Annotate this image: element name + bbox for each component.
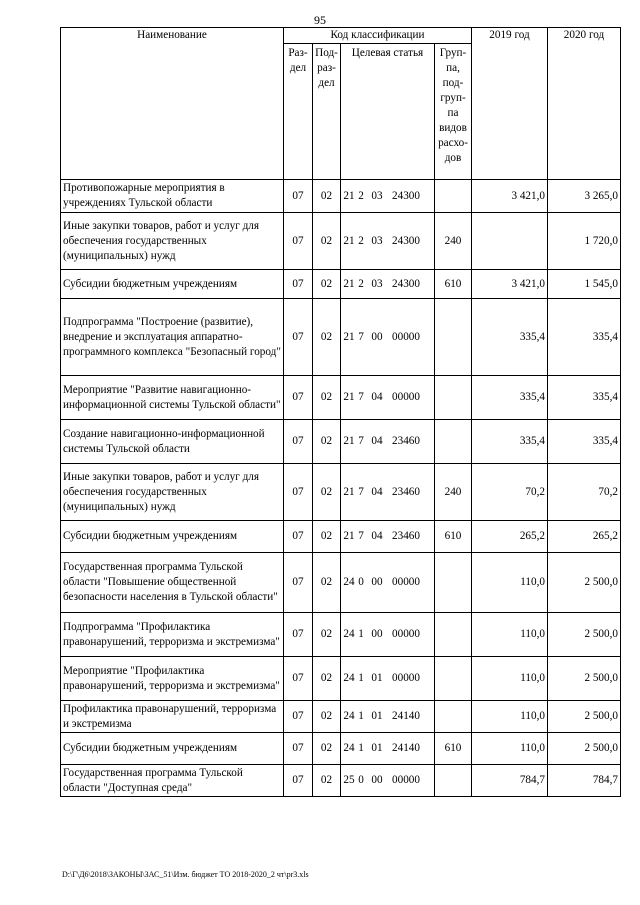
target-part-2: 2 [358,189,364,202]
row-2019: 335,4 [472,376,548,420]
row-target [341,657,435,701]
row-name: Иные закупки товаров, работ и услуг для обеспечения государственных (муниципальных) нужд [61,464,284,521]
row-2019: 335,4 [472,299,548,376]
row-razdel: 07 [284,213,313,270]
row-2020: 335,4 [548,299,621,376]
row-2020: 70,2 [548,464,621,521]
row-group [435,701,472,733]
budget-table [60,27,621,797]
target-part-1: 21 [343,391,355,403]
table-row [61,213,621,270]
row-podrazdel: 02 [313,521,341,553]
row-podrazdel: 02 [313,299,341,376]
target-part-3: 04 [371,485,383,498]
header-razdel: Раз-дел [284,44,313,180]
row-group [435,657,472,701]
row-2020: 2 500,0 [548,613,621,657]
row-podrazdel: 02 [313,613,341,657]
target-part-1: 21 [343,435,355,447]
target-part-1: 24 [343,742,355,754]
file-path-footer: D:\Г\Д6\2018\ЗАКОНЫ\ЗАС_51\Изм. бюджет ТО 2018-2020_2 чт\pr3.xls [62,870,309,879]
header-name: Наименование [61,28,284,180]
row-podrazdel: 02 [313,420,341,464]
row-2020: 265,2 [548,521,621,553]
target-part-1: 25 [343,774,355,786]
row-podrazdel: 02 [313,464,341,521]
target-part-3: 01 [371,742,383,754]
row-2019: 110,0 [472,657,548,701]
target-part-1: 24 [343,672,355,684]
row-2019: 70,2 [472,464,548,521]
target-part-3: 04 [371,435,383,447]
row-razdel: 07 [284,701,313,733]
row-2019: 265,2 [472,521,548,553]
row-target [341,180,435,213]
target-part-4: 00000 [392,672,420,684]
row-razdel: 07 [284,464,313,521]
target-part-2: 1 [358,628,364,640]
target-part-3: 00 [371,628,383,640]
row-podrazdel: 02 [313,376,341,420]
row-name: Государственная программа Тульской области "Доступная среда" [61,765,284,797]
target-part-4: 24300 [392,234,420,247]
row-group: 610 [435,270,472,299]
header-podrazdel: Под-раз-дел [313,44,341,180]
target-part-4: 24140 [392,710,420,722]
row-group [435,376,472,420]
target-part-2: 2 [358,234,364,247]
target-part-4: 00000 [392,330,420,343]
row-2019 [472,213,548,270]
row-target [341,733,435,765]
page-number: 95 [314,13,326,27]
target-part-4: 23460 [392,485,420,498]
row-2019: 110,0 [472,733,548,765]
row-group [435,553,472,613]
table-row [61,553,621,613]
row-2020: 2 500,0 [548,657,621,701]
table-row [61,299,621,376]
row-target [341,270,435,299]
row-podrazdel: 02 [313,180,341,213]
header-group: Груп-па, под-груп-па видов расхо-дов [435,44,472,180]
row-podrazdel: 02 [313,701,341,733]
target-part-4: 23460 [392,435,420,447]
row-name: Субсидии бюджетным учреждениям [61,270,284,299]
row-group [435,180,472,213]
row-target [341,464,435,521]
target-part-4: 00000 [392,628,420,640]
row-target [341,376,435,420]
target-part-3: 03 [371,277,383,290]
target-part-1: 21 [343,277,355,290]
row-2019: 784,7 [472,765,548,797]
row-group: 240 [435,464,472,521]
row-target [341,701,435,733]
row-name: Профилактика правонарушений, терроризма и экстремизма [61,701,284,733]
target-part-2: 1 [358,672,364,684]
row-target [341,613,435,657]
target-part-4: 23460 [392,530,420,542]
row-name: Подпрограмма "Профилактика правонарушений, терроризма и экстремизма" [61,613,284,657]
row-podrazdel: 02 [313,270,341,299]
table-row [61,270,621,299]
target-part-1: 21 [343,234,355,247]
target-part-2: 1 [358,742,364,754]
row-name: Подпрограмма "Построение (развитие), внедрение и эксплуатация аппаратно-программного комплекса "Безопасный город" [61,299,284,376]
target-part-3: 00 [371,576,383,588]
row-group [435,613,472,657]
row-razdel: 07 [284,553,313,613]
table-row [61,521,621,553]
target-part-4: 00000 [392,576,420,588]
target-part-3: 03 [371,189,383,202]
target-part-2: 0 [358,576,364,588]
row-2020: 1 720,0 [548,213,621,270]
target-part-2: 7 [358,435,364,447]
row-target [341,765,435,797]
target-part-3: 00 [371,330,383,343]
row-name: Противопожарные мероприятия в учреждениях Тульской области [61,180,284,213]
target-part-1: 21 [343,530,355,542]
row-name: Субсидии бюджетным учреждениям [61,733,284,765]
target-part-3: 00 [371,774,383,786]
row-target [341,299,435,376]
target-part-4: 00000 [392,391,420,403]
row-2019: 110,0 [472,701,548,733]
target-part-1: 21 [343,189,355,202]
row-group [435,299,472,376]
row-2019: 110,0 [472,613,548,657]
header-classification: Код классификации [284,28,472,44]
row-razdel: 07 [284,180,313,213]
target-part-3: 04 [371,530,383,542]
row-podrazdel: 02 [313,657,341,701]
row-target [341,521,435,553]
target-part-1: 24 [343,628,355,640]
target-part-1: 24 [343,710,355,722]
table-row [61,701,621,733]
row-razdel: 07 [284,733,313,765]
target-part-4: 24300 [392,189,420,202]
target-part-3: 03 [371,234,383,247]
row-2020: 335,4 [548,420,621,464]
row-razdel: 07 [284,376,313,420]
row-razdel: 07 [284,270,313,299]
target-part-2: 7 [358,530,364,542]
row-target [341,420,435,464]
row-2019: 3 421,0 [472,180,548,213]
row-group: 610 [435,733,472,765]
row-target [341,553,435,613]
row-razdel: 07 [284,765,313,797]
row-podrazdel: 02 [313,213,341,270]
row-group: 610 [435,521,472,553]
row-name: Мероприятие "Профилактика правонарушений, терроризма и экстремизма" [61,657,284,701]
row-2020: 2 500,0 [548,733,621,765]
target-part-3: 01 [371,710,383,722]
row-razdel: 07 [284,299,313,376]
row-2020: 3 265,0 [548,180,621,213]
table-row [61,464,621,521]
target-part-3: 04 [371,391,383,403]
target-part-2: 1 [358,710,364,722]
row-razdel: 07 [284,657,313,701]
row-target [341,213,435,270]
target-part-1: 24 [343,576,355,588]
row-2020: 784,7 [548,765,621,797]
header-target: Целевая статья [341,44,435,180]
row-group [435,765,472,797]
row-2020: 1 545,0 [548,270,621,299]
row-podrazdel: 02 [313,733,341,765]
table-row [61,657,621,701]
target-part-3: 01 [371,672,383,684]
table-row [61,180,621,213]
target-part-2: 7 [358,485,364,498]
row-name: Государственная программа Тульской области "Повышение общественной безопасности населения в Тульской области" [61,553,284,613]
row-podrazdel: 02 [313,765,341,797]
row-group [435,420,472,464]
row-razdel: 07 [284,521,313,553]
row-name: Создание навигационно-информационной системы Тульской области [61,420,284,464]
header-year-2020: 2020 год [548,28,621,180]
table-row [61,613,621,657]
target-part-2: 7 [358,391,364,403]
row-podrazdel: 02 [313,553,341,613]
row-2019: 3 421,0 [472,270,548,299]
row-name: Мероприятие "Развитие навигационно-информационной системы Тульской области" [61,376,284,420]
table-row [61,376,621,420]
target-part-2: 0 [358,774,364,786]
row-2020: 335,4 [548,376,621,420]
target-part-1: 21 [343,485,355,498]
row-2020: 2 500,0 [548,701,621,733]
row-2020: 2 500,0 [548,553,621,613]
row-name: Субсидии бюджетным учреждениям [61,521,284,553]
target-part-2: 7 [358,330,364,343]
target-part-1: 21 [343,330,355,343]
header-year-2019: 2019 год [472,28,548,180]
table-row [61,765,621,797]
target-part-4: 00000 [392,774,420,786]
table-row [61,733,621,765]
row-name: Иные закупки товаров, работ и услуг для обеспечения государственных (муниципальных) нужд [61,213,284,270]
row-razdel: 07 [284,613,313,657]
table-row [61,420,621,464]
target-part-4: 24140 [392,742,420,754]
row-group: 240 [435,213,472,270]
target-part-4: 24300 [392,277,420,290]
row-razdel: 07 [284,420,313,464]
target-part-2: 2 [358,277,364,290]
row-2019: 335,4 [472,420,548,464]
row-2019: 110,0 [472,553,548,613]
